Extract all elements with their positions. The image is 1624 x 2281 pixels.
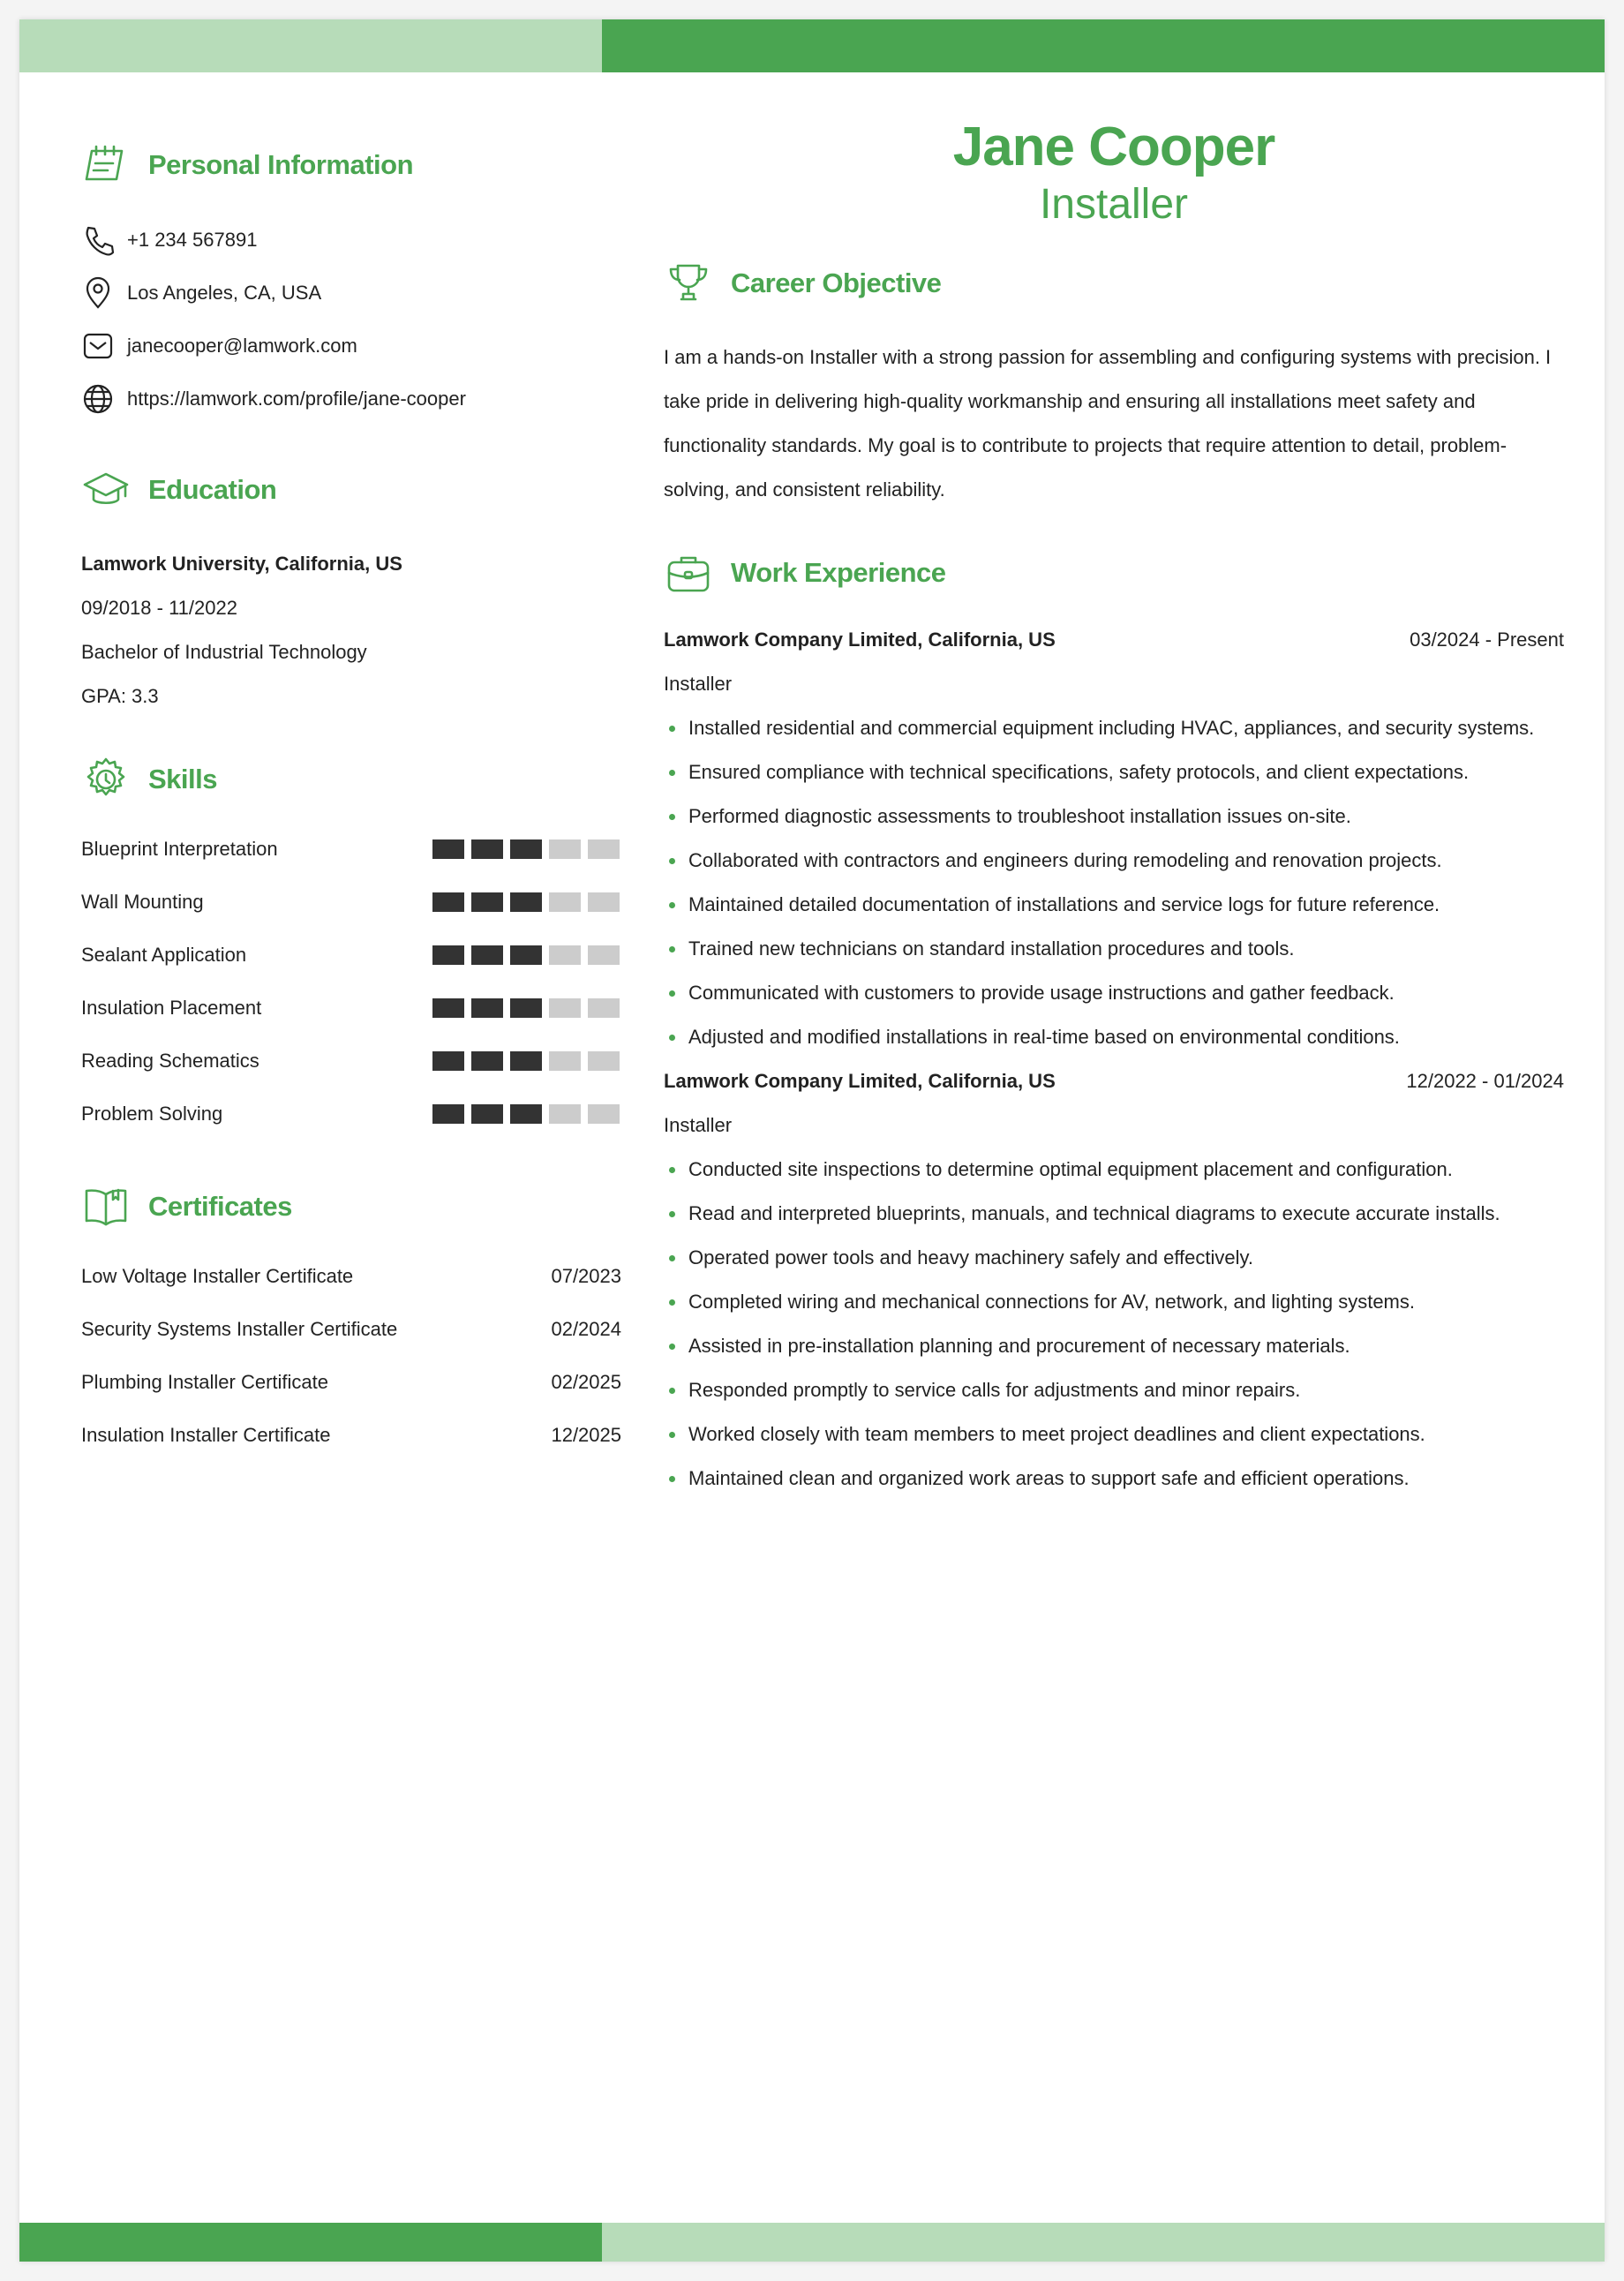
experience-header <box>664 542 1564 604</box>
section-title: Personal Information <box>148 149 414 180</box>
education-dates: 09/2018 - 11/2022 <box>81 597 237 619</box>
gpa: GPA: 3.3 <box>81 685 159 707</box>
section-title: Career Objective <box>731 267 942 298</box>
rating-block <box>432 998 464 1018</box>
rating-block <box>510 1104 542 1124</box>
skill-name: Sealant Application <box>81 944 247 966</box>
rating-block <box>510 892 542 912</box>
rating-block <box>588 892 620 912</box>
rating-block <box>510 945 542 965</box>
certificates-list <box>81 1250 621 1462</box>
skill-item <box>81 982 620 1035</box>
rating-block <box>471 839 503 859</box>
resume-page <box>19 19 1605 2262</box>
list-item: Performed diagnostic assessments to troubleshoot installation issues on-site. <box>664 794 1564 839</box>
list-item: Conducted site inspections to determine optimal equipment placement and configuration. <box>664 1148 1564 1192</box>
top-accent-bar-light <box>19 19 602 72</box>
rating-block <box>588 1104 620 1124</box>
rating-block <box>549 839 581 859</box>
list-item: Ensured compliance with technical specifications, safety protocols, and client expectations. <box>664 750 1564 794</box>
job-dates: 12/2022 - 01/2024 <box>1406 1070 1564 1092</box>
skills-header <box>81 749 611 810</box>
job-header <box>664 618 1564 662</box>
list-item: Maintained detailed documentation of installations and service logs for future reference. <box>664 883 1564 927</box>
list-item: Communicated with customers to provide usage instructions and gather feedback. <box>664 971 1564 1015</box>
certificate-name: Security Systems Installer Certificate <box>81 1318 398 1340</box>
skill-item <box>81 1035 620 1088</box>
rating-block <box>510 839 542 859</box>
list-item: Read and interpreted blueprints, manuals, and technical diagrams to execute accurate installs. <box>664 1192 1564 1236</box>
contact-email <box>81 320 611 373</box>
section-title: Education <box>148 474 277 505</box>
job-company: Lamwork Company Limited, California, US <box>664 629 1056 651</box>
candidate-role: Installer <box>1039 181 1189 228</box>
certificate-date: 12/2025 <box>551 1424 621 1446</box>
job-position: Installer <box>664 673 733 695</box>
list-item: Collaborated with contractors and engineers during remodeling and renovation projects. <box>664 839 1564 883</box>
rating-block <box>549 892 581 912</box>
rating-block <box>588 945 620 965</box>
objective-text: I am a hands-on Installer with a strong passion for assembling and configuring systems with precision. I take pride in delivering high-quality workmanship and ensuring all installations meet safety and functionality standards. My goal is to contribute to projects that require attention to detail, problem-solving, and consistent reliability. <box>664 346 1552 501</box>
contact-website <box>81 373 611 425</box>
list-item: Responded promptly to service calls for adjustments and minor repairs. <box>664 1368 1564 1412</box>
right-column <box>664 117 1564 1501</box>
skill-item <box>81 929 620 982</box>
skills-list <box>81 823 611 1140</box>
left-column <box>81 134 621 1462</box>
education-header <box>81 459 611 521</box>
rating-block <box>510 998 542 1018</box>
skill-name: Problem Solving <box>81 1103 223 1125</box>
skill-name: Reading Schematics <box>81 1050 259 1072</box>
education-entry <box>81 542 611 719</box>
contact-location <box>81 267 611 320</box>
rating-block <box>432 839 464 859</box>
rating-block <box>549 998 581 1018</box>
skill-item <box>81 876 620 929</box>
bottom-accent-bar-light <box>602 2223 1605 2262</box>
rating-block <box>588 839 620 859</box>
rating-block <box>432 1051 464 1071</box>
list-item: Assisted in pre-installation planning and procurement of necessary materials. <box>664 1324 1564 1368</box>
rating-block <box>471 945 503 965</box>
list-item: Completed wiring and mechanical connections for AV, network, and lighting systems. <box>664 1280 1564 1324</box>
phone-icon <box>81 223 127 257</box>
certificate-item <box>81 1303 621 1356</box>
certificate-name: Low Voltage Installer Certificate <box>81 1265 354 1287</box>
certificate-item <box>81 1409 621 1462</box>
location-pin-icon <box>81 276 127 310</box>
contact-phone <box>81 214 611 267</box>
certificate-item <box>81 1250 621 1303</box>
list-item: Installed residential and commercial equipment including HVAC, appliances, and security systems. <box>664 706 1564 750</box>
section-title: Work Experience <box>731 557 946 588</box>
certificates-header <box>81 1176 611 1238</box>
job-position: Installer <box>664 1114 733 1136</box>
rating-block <box>471 1051 503 1071</box>
job-bullets <box>664 1148 1564 1501</box>
bottom-accent-bar-dark <box>19 2223 602 2262</box>
section-title: Skills <box>148 764 217 794</box>
rating-block <box>549 945 581 965</box>
rating-block <box>588 998 620 1018</box>
objective-header <box>664 252 1564 314</box>
personal-info-header <box>81 134 611 196</box>
degree: Bachelor of Industrial Technology <box>81 641 367 663</box>
certificate-date: 07/2023 <box>551 1265 621 1287</box>
job-bullets <box>664 706 1564 1059</box>
certificate-date: 02/2024 <box>551 1318 621 1340</box>
job-entry <box>664 1059 1564 1501</box>
list-item: Worked closely with team members to meet project deadlines and client expectations. <box>664 1412 1564 1457</box>
mail-icon <box>81 329 127 363</box>
certificate-name: Plumbing Installer Certificate <box>81 1371 329 1393</box>
graduation-cap-icon <box>81 463 134 516</box>
candidate-name: Jane Cooper <box>952 117 1275 177</box>
rating-block <box>510 1051 542 1071</box>
skill-rating <box>432 1051 620 1071</box>
skill-rating <box>432 839 620 859</box>
rating-block <box>471 998 503 1018</box>
location-text: Los Angeles, CA, USA <box>127 282 322 304</box>
job-dates: 03/2024 - Present <box>1410 629 1564 651</box>
rating-block <box>432 945 464 965</box>
skill-rating <box>432 945 620 965</box>
website-link[interactable]: https://lamwork.com/profile/jane-cooper <box>127 388 466 410</box>
job-header <box>664 1059 1564 1103</box>
certificate-name: Insulation Installer Certificate <box>81 1424 331 1446</box>
rating-block <box>432 892 464 912</box>
skill-rating <box>432 1104 620 1124</box>
rating-block <box>471 1104 503 1124</box>
skill-name: Wall Mounting <box>81 891 204 913</box>
list-item: Adjusted and modified installations in real-time based on environmental conditions. <box>664 1015 1564 1059</box>
skill-rating <box>432 892 620 912</box>
section-title: Certificates <box>148 1191 292 1222</box>
certificate-date: 02/2025 <box>551 1371 621 1393</box>
globe-icon <box>81 382 127 416</box>
list-item: Maintained clean and organized work areas to support safe and efficient operations. <box>664 1457 1564 1501</box>
skill-name: Blueprint Interpretation <box>81 838 278 860</box>
skill-item <box>81 823 620 876</box>
rating-block <box>549 1051 581 1071</box>
skill-rating <box>432 998 620 1018</box>
job-entry <box>664 618 1564 1059</box>
list-item: Trained new technicians on standard installation procedures and tools. <box>664 927 1564 971</box>
job-company: Lamwork Company Limited, California, US <box>664 1070 1056 1092</box>
briefcase-icon <box>664 546 717 599</box>
phone-text: +1 234 567891 <box>127 229 258 251</box>
top-accent-bar-dark <box>602 19 1605 72</box>
email-link[interactable]: janecooper@lamwork.com <box>127 335 357 357</box>
skill-name: Insulation Placement <box>81 997 262 1019</box>
calendar-note-icon <box>81 139 134 192</box>
skill-item <box>81 1088 620 1140</box>
school-name: Lamwork University, California, US <box>81 553 402 575</box>
rating-block <box>549 1104 581 1124</box>
gear-clock-icon <box>81 753 134 806</box>
rating-block <box>588 1051 620 1071</box>
rating-block <box>471 892 503 912</box>
trophy-icon <box>664 257 717 310</box>
book-icon <box>81 1180 134 1233</box>
list-item: Operated power tools and heavy machinery safely and effectively. <box>664 1236 1564 1280</box>
rating-block <box>432 1104 464 1124</box>
certificate-item <box>81 1356 621 1409</box>
